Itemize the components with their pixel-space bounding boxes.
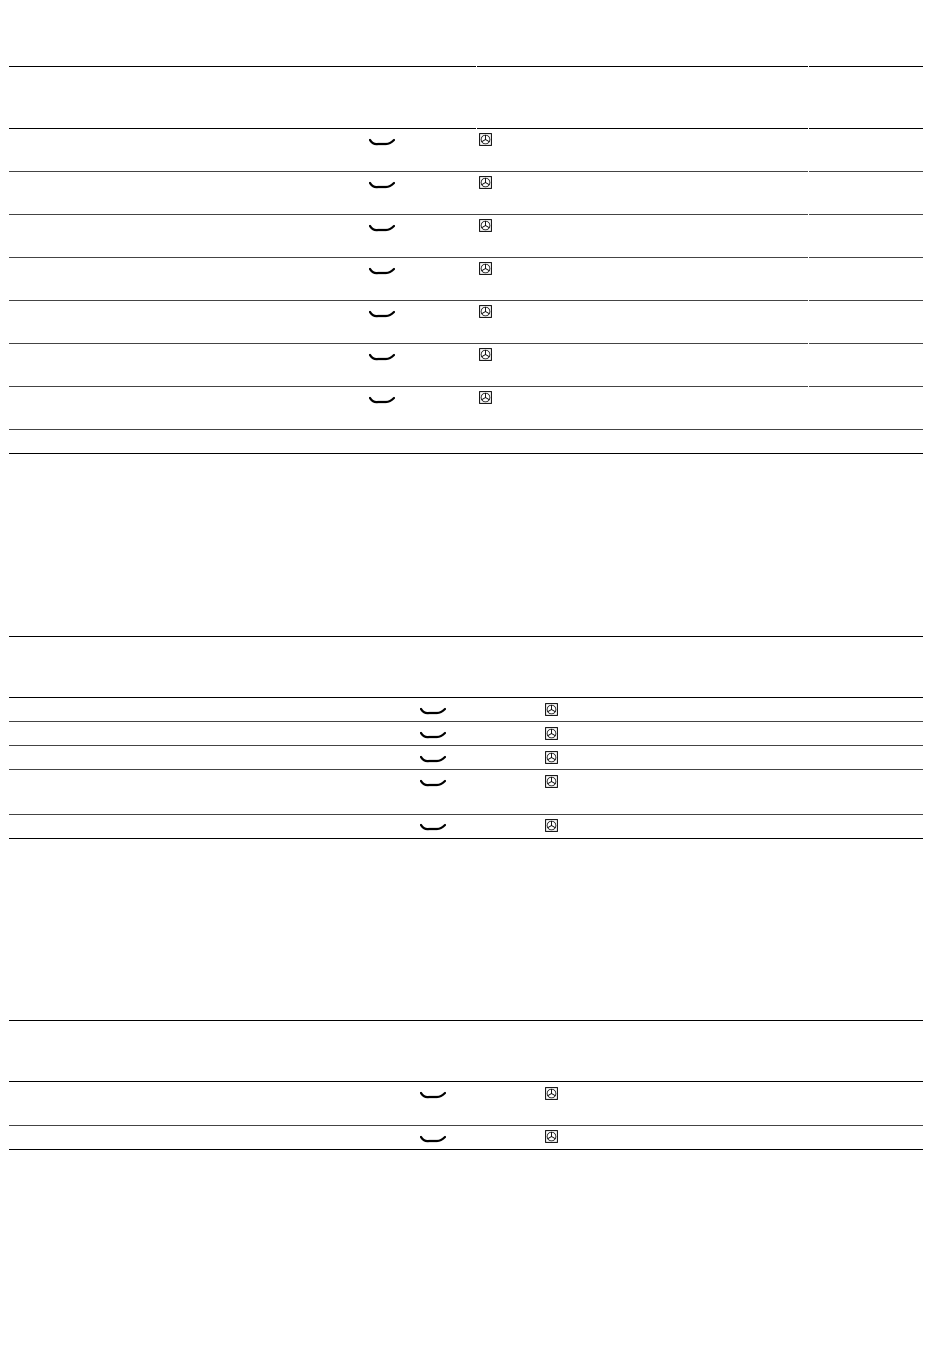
fan-icon <box>545 1087 558 1100</box>
row-rule <box>9 214 923 215</box>
tilde-icon <box>369 223 395 233</box>
row-rule <box>9 721 923 722</box>
table-2-header-rule <box>9 697 923 698</box>
table-3-bottom-rule <box>9 1149 923 1150</box>
tilde-icon <box>420 778 446 788</box>
table-1-top-rule <box>9 66 923 67</box>
fan-icon <box>545 775 558 788</box>
row-rule <box>9 429 923 430</box>
table-1-col-gap <box>808 294 809 306</box>
table-1-col-gap <box>476 60 477 72</box>
table-1-col-gap <box>808 122 809 134</box>
tilde-icon <box>369 137 395 147</box>
table-1-col-gap <box>476 122 477 134</box>
fan-icon <box>545 703 558 716</box>
fan-icon <box>479 133 492 146</box>
tilde-icon <box>420 730 446 740</box>
fan-icon <box>545 751 558 764</box>
row-rule <box>9 814 923 815</box>
table-1-col-gap <box>808 60 809 72</box>
fan-icon <box>479 219 492 232</box>
table-1-col-gap <box>808 208 809 220</box>
tilde-icon <box>369 266 395 276</box>
row-rule <box>9 386 923 387</box>
row-rule <box>9 171 923 172</box>
table-2-bottom-rule <box>9 838 923 839</box>
row-rule <box>9 745 923 746</box>
tilde-icon <box>369 309 395 319</box>
table-1-col-gap <box>808 251 809 263</box>
tilde-icon <box>420 1090 446 1100</box>
table-1-col-gap <box>808 380 809 392</box>
fan-icon <box>545 1130 558 1143</box>
tilde-icon <box>369 180 395 190</box>
row-rule <box>9 769 923 770</box>
table-1-col-gap <box>808 165 809 177</box>
table-1-col-gap <box>808 337 809 349</box>
fan-icon <box>545 819 558 832</box>
table-3-top-rule <box>9 1020 923 1021</box>
row-rule <box>9 300 923 301</box>
tilde-icon <box>420 1134 446 1144</box>
table-2-top-rule <box>9 636 923 637</box>
row-rule <box>9 343 923 344</box>
row-rule <box>9 257 923 258</box>
row-rule <box>9 1125 923 1126</box>
table-1-bottom-rule <box>9 453 923 454</box>
tilde-icon <box>369 352 395 362</box>
fan-icon <box>479 348 492 361</box>
fan-icon <box>545 727 558 740</box>
fan-icon <box>479 262 492 275</box>
tilde-icon <box>420 706 446 716</box>
fan-icon <box>479 391 492 404</box>
table-1-header-rule <box>9 128 923 129</box>
tilde-icon <box>369 395 395 405</box>
fan-icon <box>479 305 492 318</box>
fan-icon <box>479 176 492 189</box>
tilde-icon <box>420 822 446 832</box>
table-3-header-rule <box>9 1081 923 1082</box>
tilde-icon <box>420 754 446 764</box>
